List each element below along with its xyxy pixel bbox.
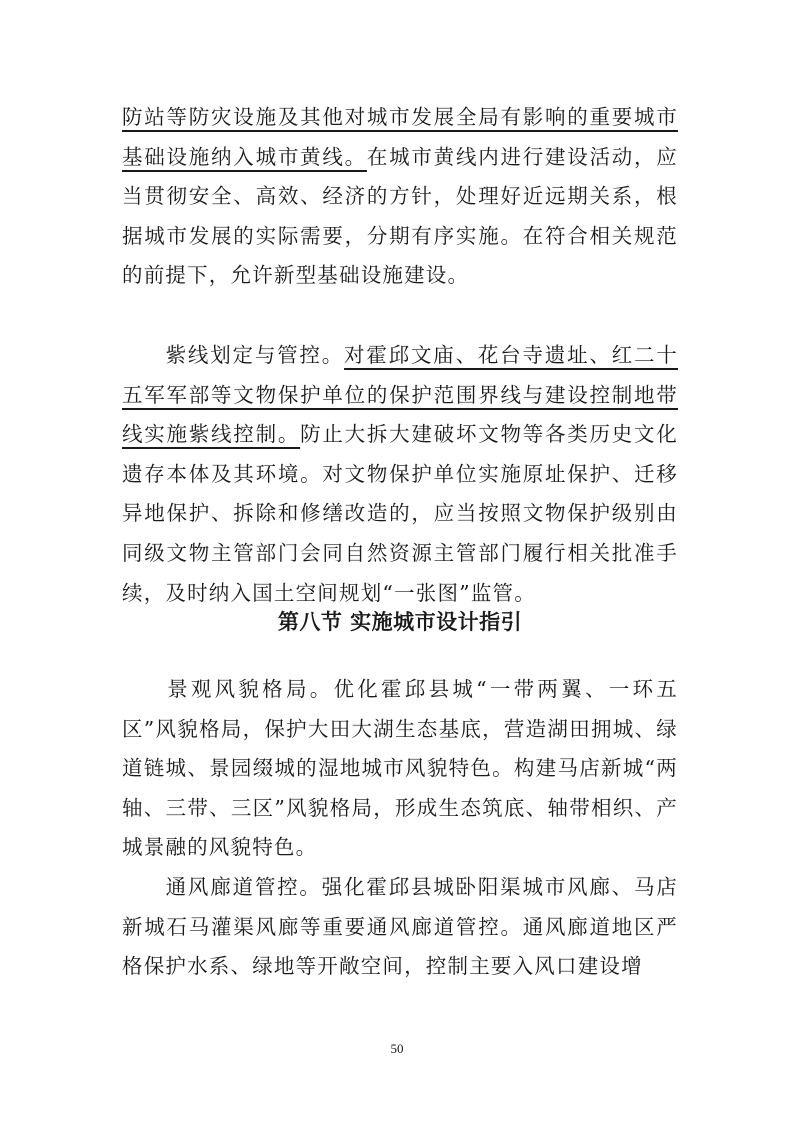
paragraph-lead: 紫线划定与管控。	[165, 343, 345, 367]
section-heading: 第八节 实施城市设计指引	[277, 610, 523, 634]
paragraph-yellow-line	[122, 98, 678, 296]
underlined-text: 对霍邱文庙、花台寺遗址、红二十五军军部等文物保护单位的保护范围界线与建设控制地带线实施紫线控制。	[122, 343, 679, 447]
paragraph-text: 通风廊道管控。强化霍邱县城卧阳渠城市风廊、马店新城石马灌渠风廊等重要通风廊道管控。通风廊道地区严格保护水系、绿地等开敞空间，控制主要入风口建设增	[122, 875, 678, 979]
paragraph-ventilation	[122, 868, 678, 987]
paragraph-purple-line	[122, 336, 678, 613]
underlined-text: 防站等防灾设施及其他对城市发展全局有影响的重要城市基础设施纳入城市黄线。	[122, 105, 678, 169]
paragraph-text: 在城市黄线内进行建设活动，应当贯彻安全、高效、经济的方针，处理好近远期关系，根据城市发展的实际需要，分期有序实施。在符合相关规范的前提下，允许新型基础设施建设。	[122, 144, 678, 288]
paragraph-landscape	[122, 670, 678, 868]
paragraph-text: 防止大拆大建破坏文物等各类历史文化遗存本体及其环境。对文物保护单位实施原址保护、迁移异地保护、拆除和修缮改造的，应当按照文物保护级别由同级文物主管部门会同自然资源主管部门履行相关批准手续，及时纳入国土空间规划“一张图”监管。	[122, 422, 678, 605]
page-number: 50	[390, 1041, 404, 1056]
paragraph-text: 景观风貌格局。优化霍邱县城“一带两翼、一环五区”风貌格局，保护大田大湖生态基底，营造湖田拥城、绿道链城、景园缀城的湿地城市风貌特色。构建马店新城“两轴、三带、三区”风貌格局，形成生态筑底、轴带相织、产城景融的风貌特色。	[122, 677, 678, 860]
